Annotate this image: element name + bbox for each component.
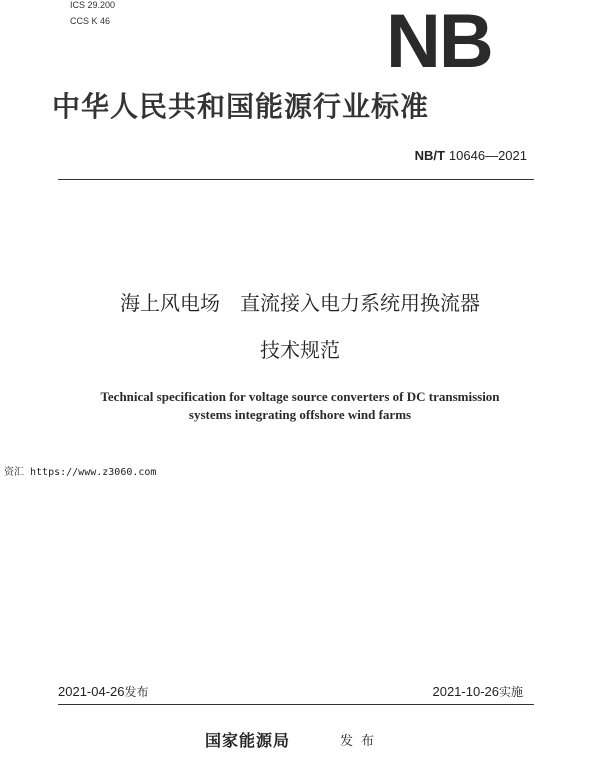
- org-standard-title: 中华人民共和国能源行业标准: [52, 90, 430, 123]
- chinese-title-part-2: 直流接入电力系统用换流器: [240, 291, 480, 315]
- standard-code-prefix: NB/T: [414, 148, 445, 163]
- implementation-date-value: 2021-10-26: [432, 684, 499, 699]
- english-title-line-1: Technical specification for voltage source converters of DC transmission: [100, 389, 500, 404]
- ics-code: ICS 29.200: [70, 0, 116, 10]
- english-title-line-2: systems integrating offshore wind farms: [188, 407, 412, 422]
- watermark-link: 资汇 https://www.z3060.com: [4, 467, 157, 478]
- release-date-value: 2021-04-26: [58, 684, 125, 699]
- implementation-label: 实施: [498, 685, 523, 699]
- ccs-code: CCS K 46: [70, 16, 111, 26]
- standard-code: [415, 148, 527, 163]
- release-date: [58, 683, 149, 700]
- nb-logo: NB: [386, 0, 492, 84]
- release-label: 发布: [124, 685, 149, 699]
- chinese-title-part-1: 海上风电场: [120, 291, 220, 315]
- issuing-authority: 国家能源局: [205, 731, 291, 750]
- chinese-title-line-2: 技术规范: [260, 338, 340, 362]
- standard-code-number: 10646—2021: [448, 148, 527, 163]
- implementation-date: [432, 683, 523, 700]
- issue-word: 发布: [340, 734, 383, 749]
- chinese-title-line-1: [0, 290, 600, 316]
- header-divider: [58, 179, 534, 180]
- footer-divider: [58, 704, 534, 705]
